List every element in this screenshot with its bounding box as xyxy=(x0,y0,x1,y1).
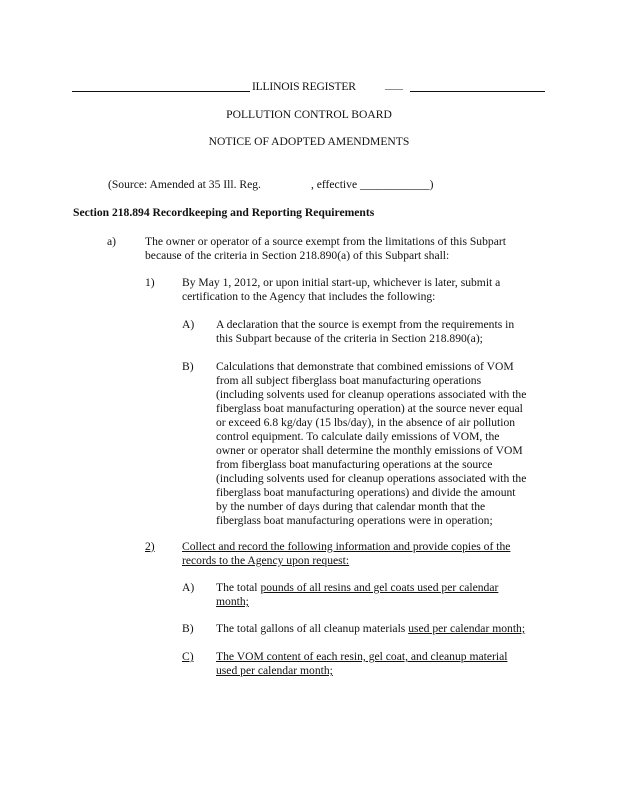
source-prefix: (Source: Amended at 35 Ill. Reg. xyxy=(108,178,261,191)
para-a2C-label: C) xyxy=(182,650,194,663)
text-line: fiberglass boat manufacturing operations were in operation; xyxy=(216,514,493,527)
text-line: month; xyxy=(216,595,249,608)
text-line: (including solvents used for cleanup operations associated with the xyxy=(216,388,527,401)
para-a2B-text xyxy=(216,622,525,636)
para-a1A-text xyxy=(216,318,514,346)
underlined-segment: pounds of all resins and gel coats used per calendar xyxy=(260,581,499,594)
header-rule-left xyxy=(72,91,250,92)
text-line: by the number of days during that calendar month that the xyxy=(216,500,486,513)
header-rule-right xyxy=(410,91,545,92)
section-heading: Section 218.894 Recordkeeping and Reporting Requirements xyxy=(73,206,375,219)
text-line: Calculations that demonstrate that combined emissions of VOM xyxy=(216,360,514,373)
text-line: fiberglass boat manufacturing operations) and divide the amount xyxy=(216,486,516,499)
text-line: or exceed 6.8 kg/day (15 lbs/day), in the absence of air pollution xyxy=(216,416,516,429)
text-segment: The total gallons of all cleanup materials xyxy=(216,622,409,635)
source-note xyxy=(108,178,433,192)
text-line: from fiberglass boat manufacturing operations at the source xyxy=(216,458,493,471)
register-title: ILLINOIS REGISTER xyxy=(252,80,356,93)
notice-title: NOTICE OF ADOPTED AMENDMENTS xyxy=(208,135,410,148)
para-a1B-text xyxy=(216,360,526,528)
para-a2-label: 2) xyxy=(145,540,155,553)
para-a2-text xyxy=(182,540,510,568)
text-line: owner or operator shall determine the monthly emissions of VOM xyxy=(216,444,523,457)
text-line: The owner or operator of a source exempt from the limitations of this Subpart xyxy=(145,235,506,248)
text-line: (including solvents used for cleanup operations associated with the xyxy=(216,472,527,485)
register-number: ____ xyxy=(385,81,403,91)
text-line: from all subject fiberglass boat manufacturing operations xyxy=(216,374,482,387)
text-line: Collect and record the following information and provide copies of the xyxy=(182,540,511,553)
effective-blank: ____________ xyxy=(360,178,430,191)
board-name: POLLUTION CONTROL BOARD xyxy=(226,108,392,121)
para-a2C-text xyxy=(216,650,507,678)
para-a-label: a) xyxy=(107,235,117,248)
text-line: By May 1, 2012, or upon initial start-up, whichever is later, submit a xyxy=(182,276,501,289)
text-line: fiberglass boat manufacturing operation) at the source never equal xyxy=(216,402,523,415)
text-line: used per calendar month; xyxy=(216,664,333,677)
underlined-segment: used per calendar month; xyxy=(408,622,526,635)
para-a1A-label: A) xyxy=(182,318,195,331)
text-line: The VOM content of each resin, gel coat, and cleanup material xyxy=(216,650,508,663)
text-line: certification to the Agency that includes the following: xyxy=(182,290,436,303)
para-a2B-label: B) xyxy=(182,622,194,635)
text-segment: The total xyxy=(216,581,261,594)
text-line: records to the Agency upon request: xyxy=(182,554,350,567)
para-a2A-label: A) xyxy=(182,581,195,594)
text-line: control equipment. To calculate daily emissions of VOM, the xyxy=(216,430,500,443)
para-a1-label: 1) xyxy=(145,276,155,289)
para-a1-text xyxy=(182,276,500,304)
source-effective: , effective xyxy=(310,178,358,191)
text-line: A declaration that the source is exempt from the requirements in xyxy=(216,318,515,331)
para-a1B-label: B) xyxy=(182,360,194,373)
text-line: because of the criteria in Section 218.890(a) of this Subpart shall: xyxy=(145,249,450,262)
text-line: this Subpart because of the criteria in Section 218.890(a); xyxy=(216,332,483,345)
para-a-text xyxy=(145,235,506,263)
source-close: ) xyxy=(429,178,434,191)
para-a2A-text xyxy=(216,581,498,609)
